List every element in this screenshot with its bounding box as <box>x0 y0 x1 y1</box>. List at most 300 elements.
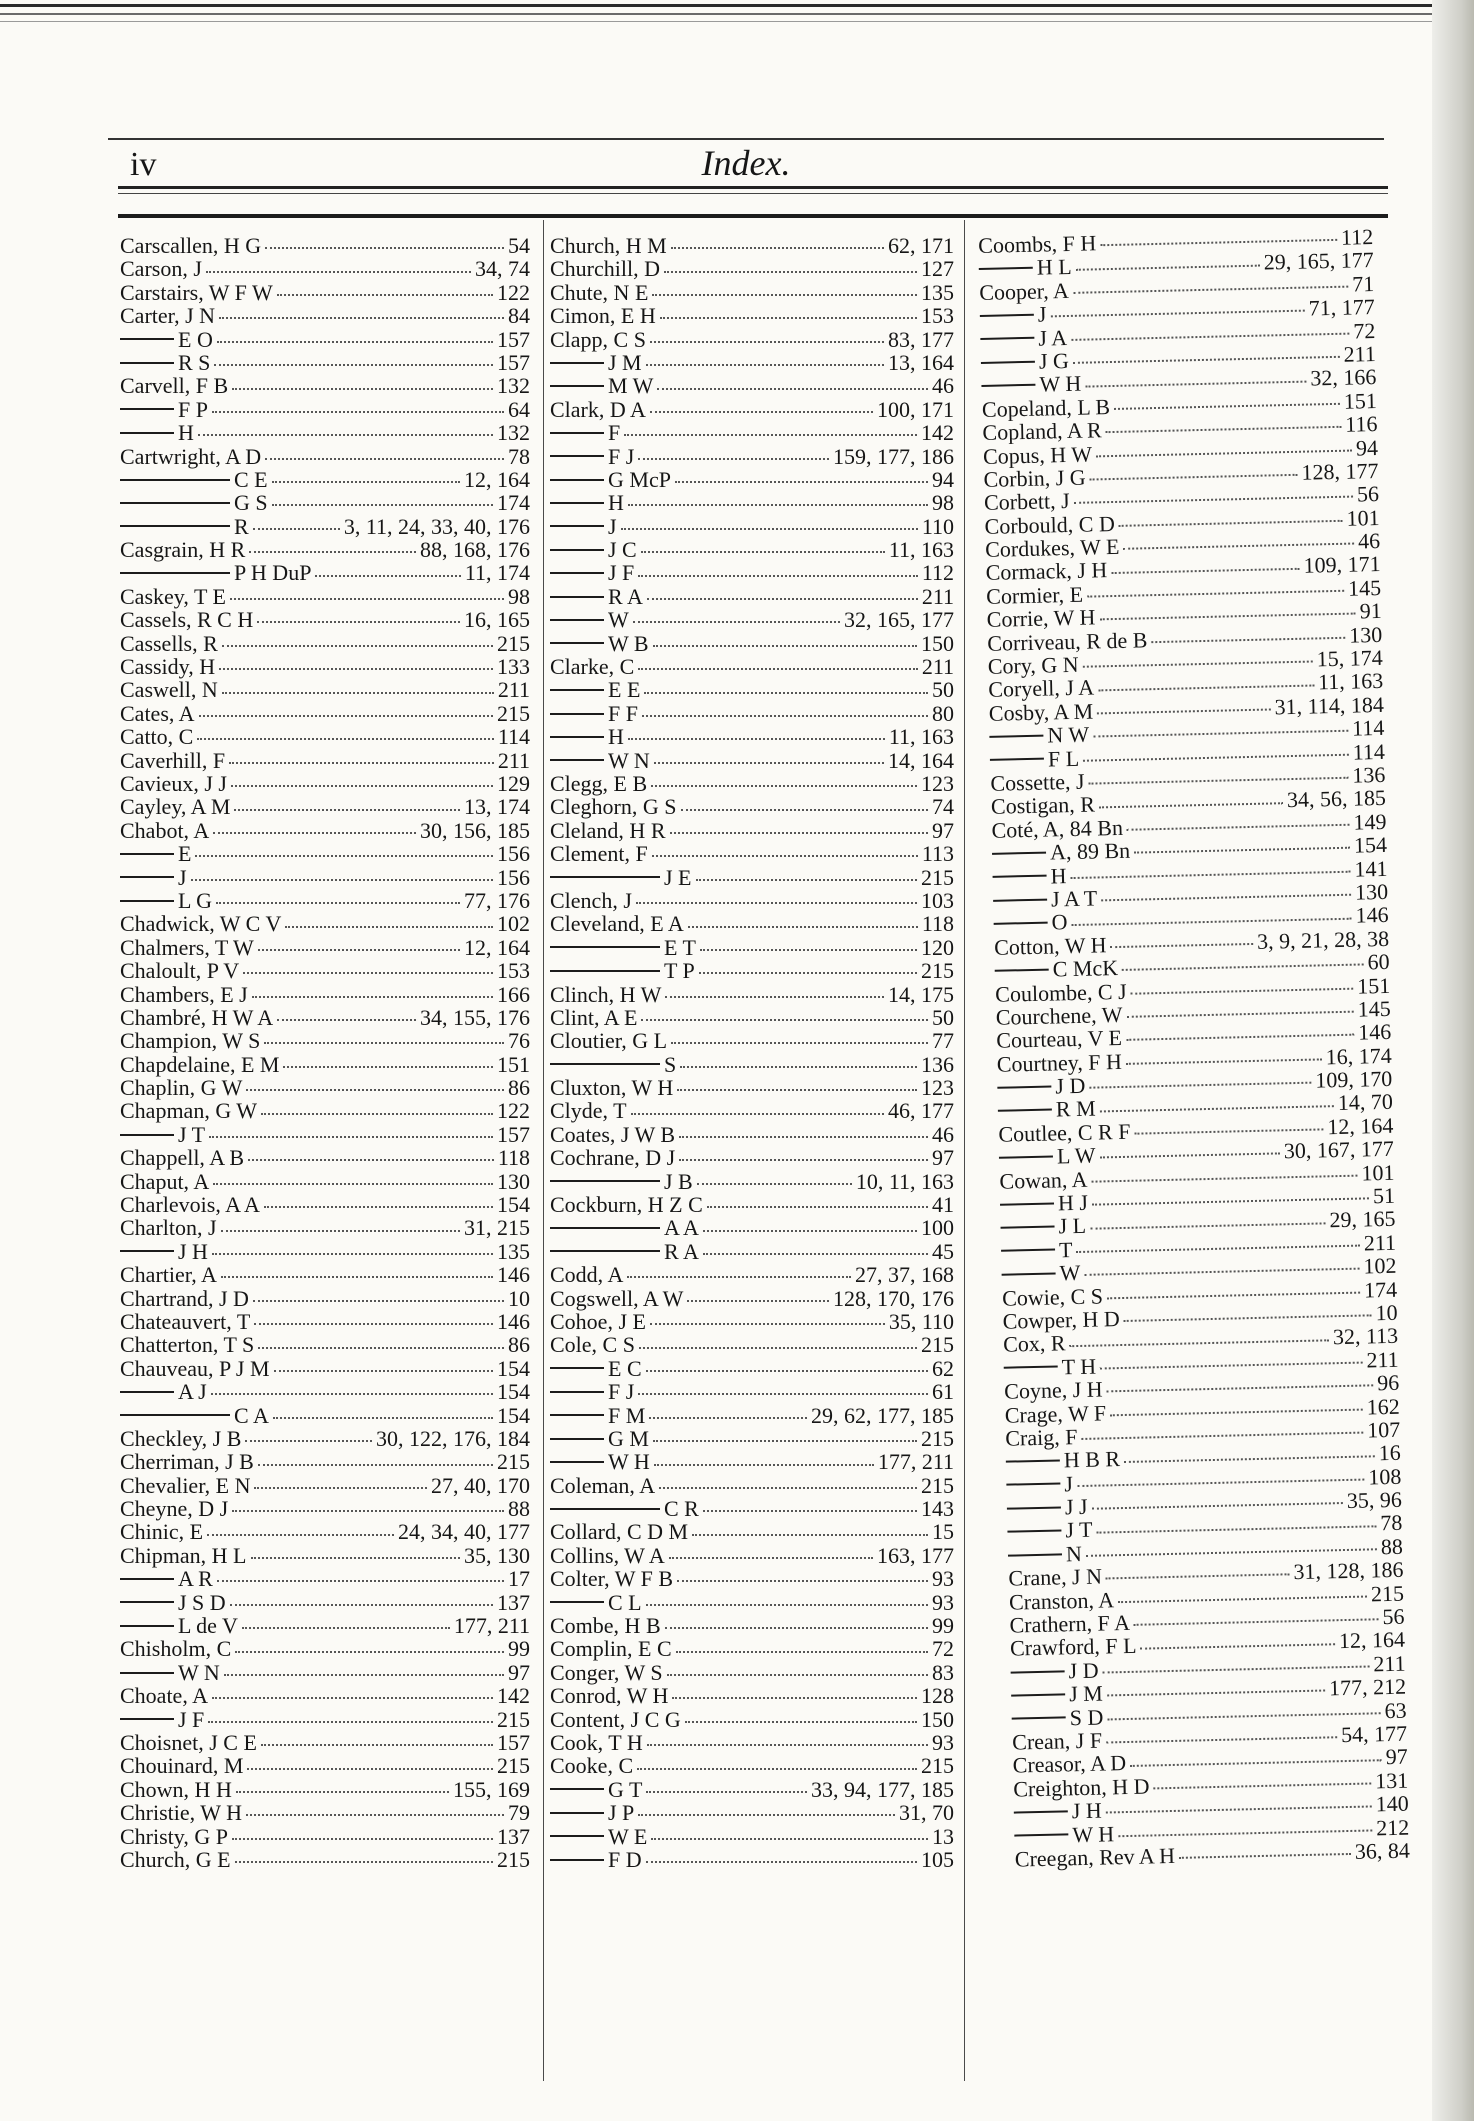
index-entry <box>550 515 954 538</box>
entry-name: Cotton, W H <box>993 931 1107 960</box>
index-entry <box>550 1146 954 1169</box>
dot-leader <box>679 1131 928 1138</box>
entry-pages: 50 <box>932 1004 954 1030</box>
entry-pages: 145 <box>1347 574 1382 601</box>
dot-leader <box>681 804 929 811</box>
entry-pages: 143 <box>921 1496 954 1522</box>
entry-pages: 135 <box>497 1238 530 1264</box>
entry-pages: 10, 11, 163 <box>855 1168 954 1194</box>
index-entry <box>120 468 530 491</box>
entry-name: F L <box>1047 745 1080 772</box>
dot-leader <box>246 1084 504 1091</box>
index-entry <box>550 304 954 327</box>
dot-leader <box>273 1412 493 1419</box>
dot-leader <box>636 897 917 904</box>
entry-name: Clegg, E B <box>550 770 648 796</box>
index-entry <box>120 328 530 351</box>
dot-leader <box>703 1505 917 1512</box>
dot-leader <box>1071 327 1349 340</box>
dot-leader <box>669 1552 873 1559</box>
entry-pages: 132 <box>497 373 530 399</box>
index-column-3 <box>978 225 1410 1871</box>
index-entry <box>120 678 530 701</box>
dot-leader <box>650 1318 885 1325</box>
index-entry <box>550 491 954 514</box>
entry-name: Clench, J <box>550 887 632 913</box>
index-entry <box>550 1240 954 1263</box>
entry-name: E <box>178 841 192 867</box>
entry-name: E O <box>178 326 213 352</box>
entry-name: J C <box>608 537 637 563</box>
ditto-dash <box>1008 1553 1062 1556</box>
entry-pages: 97 <box>932 1145 954 1171</box>
entry-pages: 177, 212 <box>1328 1673 1407 1701</box>
entry-pages: 54, 177 <box>1340 1720 1408 1748</box>
entry-name: Carstairs, W F W <box>120 279 273 305</box>
index-entry <box>120 1170 530 1193</box>
ditto-dash <box>993 875 1047 878</box>
dot-leader <box>315 570 460 577</box>
entry-name: Coyne, J H <box>1003 1376 1103 1404</box>
dot-leader <box>641 1014 928 1021</box>
index-entry <box>550 1544 954 1567</box>
dot-leader <box>232 1505 504 1512</box>
dot-leader <box>637 1763 917 1770</box>
index-entry <box>120 1591 530 1614</box>
dot-leader <box>1107 1286 1360 1299</box>
dot-leader <box>703 1225 917 1232</box>
dot-leader <box>692 1529 928 1536</box>
dot-leader <box>1073 281 1349 294</box>
dot-leader <box>1123 538 1354 550</box>
index-entry <box>120 772 530 795</box>
entry-name: J T <box>178 1121 206 1147</box>
dot-leader <box>232 383 493 390</box>
ditto-dash <box>1007 1530 1061 1533</box>
dot-leader <box>1100 234 1337 246</box>
dot-leader <box>638 1809 895 1816</box>
entry-pages: 71 <box>1351 270 1375 297</box>
index-entry <box>550 608 954 631</box>
entry-pages: 122 <box>497 1098 530 1124</box>
index-entry <box>550 445 954 468</box>
index-entry <box>550 328 954 351</box>
dot-leader <box>1153 1777 1371 1789</box>
index-entry <box>550 281 954 304</box>
index-entry <box>120 655 530 678</box>
entry-pages: 174 <box>497 490 530 516</box>
index-column-1 <box>120 234 530 1871</box>
entry-name: Courteau, V E <box>996 1025 1123 1054</box>
dot-leader <box>624 429 917 436</box>
dot-leader <box>1127 819 1350 831</box>
index-entry <box>550 702 954 725</box>
entry-pages: 146 <box>1357 1019 1392 1045</box>
ditto-dash <box>120 1578 174 1580</box>
index-entry <box>120 1287 530 1310</box>
ditto-dash <box>999 1155 1053 1158</box>
entry-name: Chouinard, M <box>120 1753 244 1779</box>
index-entry <box>550 1053 954 1076</box>
entry-name: Craig, F <box>1005 1423 1078 1451</box>
dot-leader <box>644 687 928 694</box>
index-entry <box>550 1287 954 1310</box>
index-entry <box>120 819 530 842</box>
index-entry <box>120 936 530 959</box>
entry-pages: 136 <box>1352 761 1386 788</box>
entry-pages: 62, 171 <box>888 233 954 258</box>
index-entry <box>550 257 954 280</box>
ditto-dash <box>981 384 1035 387</box>
entry-pages: 102 <box>1363 1252 1397 1279</box>
dot-leader <box>646 1599 928 1606</box>
dot-leader <box>221 1225 460 1232</box>
entry-pages: 30, 122, 176, 184 <box>376 1425 530 1451</box>
dot-leader <box>1107 1380 1374 1393</box>
entry-name: Caverhill, F <box>120 747 226 773</box>
entry-name: Coryell, J A <box>988 674 1095 703</box>
dot-leader <box>1122 959 1364 971</box>
entry-name: Church, H M <box>550 233 667 258</box>
ditto-dash <box>550 1391 604 1393</box>
dot-leader <box>212 1692 493 1699</box>
entry-pages: 29, 165, 177 <box>1263 247 1374 275</box>
entry-pages: 10 <box>508 1285 530 1311</box>
dot-leader <box>253 1295 504 1302</box>
entry-pages: 211 <box>1366 1346 1399 1373</box>
entry-pages: 11, 163 <box>1317 668 1384 695</box>
entry-pages: 72 <box>932 1636 954 1662</box>
entry-name: Christy, G P <box>120 1823 228 1849</box>
index-entry <box>120 1146 530 1169</box>
dot-leader <box>197 733 493 740</box>
index-entry <box>120 725 530 748</box>
ditto-dash <box>550 970 660 972</box>
entry-name: W B <box>608 630 649 656</box>
dot-leader <box>685 1716 917 1723</box>
entry-name: Carscallen, H G <box>120 233 262 258</box>
ditto-dash <box>120 338 174 340</box>
entry-pages: 93 <box>932 1566 954 1592</box>
entry-pages: 215 <box>921 1425 954 1451</box>
entry-pages: 88, 168, 176 <box>420 537 530 563</box>
dot-leader <box>680 1061 917 1068</box>
index-entry <box>120 585 530 608</box>
entry-pages: 127 <box>921 256 954 282</box>
entry-name: Crane, J N <box>1008 1563 1103 1591</box>
entry-pages: 64 <box>508 396 530 422</box>
index-entry <box>550 1848 954 1871</box>
index-entry <box>120 1825 530 1848</box>
entry-pages: 211 <box>1373 1650 1406 1677</box>
index-entry <box>550 959 954 982</box>
dot-leader <box>707 1201 928 1208</box>
ditto-dash <box>550 1367 604 1369</box>
entry-name: E C <box>608 1355 642 1381</box>
entry-pages: 177, 211 <box>877 1449 954 1475</box>
dot-leader <box>1096 444 1352 457</box>
dot-leader <box>258 1342 504 1349</box>
entry-pages: 14, 70 <box>1337 1089 1394 1116</box>
dot-leader <box>631 1108 884 1115</box>
index-entry <box>550 866 954 889</box>
dot-leader <box>1093 725 1348 738</box>
entry-name: Chaplin, G W <box>120 1075 243 1101</box>
index-entry <box>550 1614 954 1637</box>
index-entry <box>120 421 530 444</box>
entry-pages: 157 <box>497 1730 530 1755</box>
entry-pages: 27, 37, 168 <box>855 1262 954 1288</box>
index-entry <box>550 374 954 397</box>
dot-leader <box>653 640 917 647</box>
dot-leader <box>1088 772 1348 785</box>
dot-leader <box>216 897 460 904</box>
entry-pages: 15, 174 <box>1316 644 1383 672</box>
entry-pages: 211 <box>497 677 530 703</box>
index-entry <box>550 912 954 935</box>
dot-leader <box>654 1459 874 1466</box>
top-rule <box>0 4 1474 15</box>
entry-pages: 33, 94, 177, 185 <box>811 1776 954 1802</box>
ditto-dash <box>120 408 174 410</box>
index-entry <box>120 1614 530 1637</box>
entry-name: Creegan, Rev A H <box>1014 1842 1176 1872</box>
entry-pages: 16, 165 <box>464 607 530 633</box>
entry-name: T H <box>1061 1353 1097 1380</box>
entry-name: J A T <box>1050 885 1098 912</box>
ditto-dash <box>1011 1670 1065 1673</box>
entry-name: C R <box>664 1496 699 1522</box>
entry-name: H <box>608 724 624 750</box>
entry-name: W H <box>1072 1820 1115 1847</box>
entry-name: J A <box>1038 324 1068 351</box>
entry-pages: 215 <box>921 958 954 984</box>
entry-pages: 80 <box>932 700 954 726</box>
ditto-dash <box>550 455 604 457</box>
ditto-dash <box>1001 1226 1055 1229</box>
entry-pages: 79 <box>508 1800 530 1826</box>
dot-leader <box>258 944 460 951</box>
ditto-dash <box>1014 1810 1068 1813</box>
index-entry <box>120 304 530 327</box>
ditto-dash <box>120 853 174 855</box>
ditto-dash <box>120 362 174 364</box>
dot-leader <box>1124 1310 1372 1323</box>
entry-name: J H <box>1071 1797 1103 1824</box>
entry-name: M W <box>608 373 654 399</box>
index-entry <box>120 515 530 538</box>
dot-leader <box>272 476 460 483</box>
entry-name: J E <box>664 864 692 890</box>
entry-pages: 77 <box>932 1028 954 1054</box>
entry-pages: 151 <box>497 1051 530 1077</box>
entry-pages: 63 <box>1384 1697 1407 1723</box>
dot-leader <box>1119 515 1343 527</box>
index-entry <box>550 1404 954 1427</box>
entry-name: Corriveau, R de B <box>986 626 1148 656</box>
entry-pages: 215 <box>921 1472 954 1498</box>
dot-leader <box>646 1786 807 1793</box>
index-entry <box>120 959 530 982</box>
dot-leader <box>254 1318 493 1325</box>
ditto-dash <box>550 876 660 878</box>
dot-leader <box>207 1529 394 1536</box>
entry-pages: 54 <box>508 233 530 258</box>
index-entry <box>120 281 530 304</box>
page-binding-edge <box>1432 0 1474 2121</box>
entry-name: R A <box>608 583 643 609</box>
dot-leader <box>1111 562 1300 573</box>
dot-leader <box>231 780 493 787</box>
entry-name: O <box>1051 909 1068 935</box>
entry-pages: 109, 171 <box>1303 551 1381 579</box>
ditto-dash <box>1006 1483 1060 1486</box>
entry-name: C McK <box>1052 955 1119 982</box>
entry-pages: 211 <box>921 654 954 680</box>
entry-pages: 100, 171 <box>877 396 954 422</box>
dot-leader <box>1134 1614 1379 1627</box>
dot-leader <box>665 991 884 998</box>
entry-pages: 34, 155, 176 <box>420 1004 530 1030</box>
dot-leader <box>242 1622 450 1629</box>
entry-name: Cluxton, W H <box>550 1075 674 1101</box>
entry-pages: 137 <box>497 1589 530 1615</box>
ditto-dash <box>550 385 604 387</box>
entry-name: Crawford, F L <box>1009 1633 1137 1662</box>
ditto-dash <box>550 1859 604 1861</box>
entry-name: Collard, C D M <box>550 1519 689 1545</box>
dot-leader <box>1097 703 1271 714</box>
entry-name: P H DuP <box>234 560 312 586</box>
entry-pages: 159, 177, 186 <box>833 443 954 469</box>
ditto-dash <box>120 502 230 504</box>
entry-name: Conrod, W H <box>550 1683 669 1709</box>
entry-pages: 215 <box>497 1706 530 1732</box>
dot-leader <box>660 312 917 319</box>
entry-name: Cormack, J H <box>985 557 1108 586</box>
entry-pages: 94 <box>932 466 954 492</box>
dot-leader <box>646 1365 928 1372</box>
index-entry <box>120 538 530 561</box>
ditto-dash <box>550 1835 604 1837</box>
entry-name: Copus, H W <box>982 440 1093 469</box>
entry-pages: 129 <box>497 770 530 796</box>
ditto-dash <box>120 572 230 574</box>
entry-pages: 105 <box>921 1846 954 1872</box>
page-header <box>118 142 1374 186</box>
entry-pages: 177, 211 <box>453 1613 530 1639</box>
column-divider-1 <box>543 220 544 2081</box>
index-entry <box>120 608 530 631</box>
entry-name: G T <box>608 1776 643 1802</box>
entry-name: Cox, R <box>1002 1330 1066 1358</box>
entry-pages: 157 <box>497 326 530 352</box>
index-entry <box>550 585 954 608</box>
index-entry <box>550 678 954 701</box>
dot-leader <box>651 780 917 787</box>
dot-leader <box>1110 938 1253 948</box>
ditto-dash <box>550 549 604 551</box>
entry-pages: 12, 164 <box>1338 1627 1406 1654</box>
entry-name: J H <box>178 1238 208 1264</box>
entry-name: Cheyne, D J <box>120 1496 229 1522</box>
entry-name: Chisholm, C <box>120 1636 232 1662</box>
entry-name: F M <box>608 1402 646 1428</box>
dot-leader <box>229 757 494 764</box>
entry-name: Clarke, C <box>550 654 635 680</box>
entry-pages: 211 <box>1343 340 1377 367</box>
entry-pages: 51 <box>1372 1182 1396 1209</box>
index-entry <box>550 1520 954 1543</box>
page-title: Index. <box>701 143 791 183</box>
index-entry <box>550 1216 954 1239</box>
index-entry <box>120 1754 530 1777</box>
entry-pages: 27, 40, 170 <box>431 1472 530 1498</box>
entry-pages: 128, 177 <box>1301 457 1379 485</box>
ditto-dash <box>120 525 230 527</box>
entry-name: E T <box>664 934 696 960</box>
entry-pages: 150 <box>921 630 954 656</box>
dot-leader <box>247 1763 493 1770</box>
entry-pages: 211 <box>921 583 954 609</box>
index-entry <box>120 1544 530 1567</box>
entry-name: Clapp, C S <box>550 326 646 352</box>
entry-pages: 211 <box>497 747 530 773</box>
ditto-dash <box>120 1625 174 1627</box>
ditto-dash <box>550 1250 660 1252</box>
entry-name: Content, J C G <box>550 1706 681 1732</box>
entry-name: Chambers, E J <box>120 981 248 1007</box>
entry-pages: 108 <box>1368 1463 1402 1490</box>
entry-name: Cordukes, W E <box>984 533 1120 562</box>
dot-leader <box>1100 1357 1362 1370</box>
ditto-dash <box>550 736 604 738</box>
entry-pages: 149 <box>1353 808 1387 835</box>
entry-pages: 215 <box>497 1753 530 1779</box>
entry-pages: 215 <box>497 700 530 726</box>
ditto-dash <box>994 922 1048 925</box>
entry-pages: 32, 113 <box>1332 1323 1399 1350</box>
dot-leader <box>274 1365 493 1372</box>
dot-leader <box>1100 1100 1334 1112</box>
dot-leader <box>1074 491 1354 504</box>
entry-pages: 14, 164 <box>888 747 954 773</box>
entry-name: Chatterton, T S <box>120 1332 255 1358</box>
entry-pages: 163, 177 <box>877 1542 954 1568</box>
entry-name: Chapdelaine, E M <box>120 1051 280 1077</box>
index-entry <box>550 1123 954 1146</box>
ditto-dash <box>550 713 604 715</box>
entry-name: W <box>608 607 629 633</box>
ditto-dash <box>1001 1249 1055 1252</box>
dot-leader <box>650 336 884 343</box>
index-entry <box>550 1661 954 1684</box>
index-entry <box>550 398 954 421</box>
entry-pages: 83 <box>932 1659 954 1685</box>
entry-pages: 94 <box>1355 434 1379 460</box>
dot-leader <box>1092 1193 1369 1206</box>
ditto-dash <box>120 900 174 902</box>
index-entry <box>120 1310 530 1333</box>
entry-pages: 50 <box>932 677 954 703</box>
index-entry <box>550 936 954 959</box>
index-entry <box>550 1778 954 1801</box>
dot-leader <box>1085 375 1306 387</box>
dot-leader <box>700 944 917 951</box>
entry-pages: 3, 11, 24, 33, 40, 176 <box>343 513 530 539</box>
index-entry <box>550 772 954 795</box>
dot-leader <box>258 1459 493 1466</box>
